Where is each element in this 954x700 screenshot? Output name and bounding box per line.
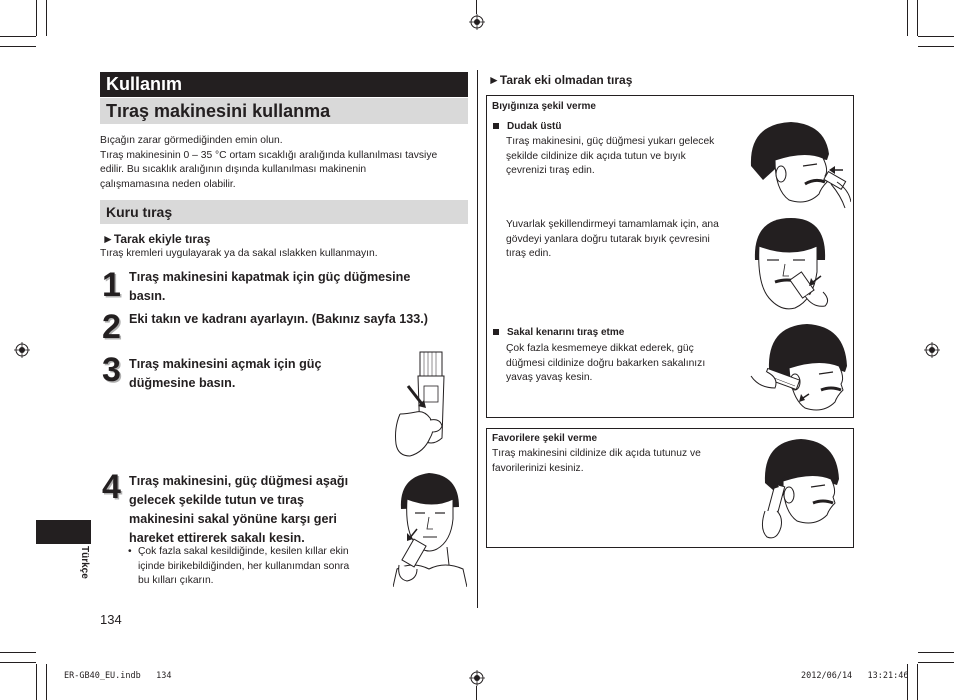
mustache-box-title: Bıyığınıza şekil verme [492,101,596,112]
sideburns-text [492,447,742,476]
step-number: 3 [102,351,121,389]
text-line: yavaş yavaş kesin. [506,372,593,384]
text-line: şekilde cildinize dik açıda tutun ve bıyık [506,150,686,162]
text-line: gövdeyi yanlara doğru tutarak bıyık çevresini [506,233,710,245]
step-text [129,310,428,329]
crop-mark [907,664,908,700]
crop-mark [0,652,36,653]
step-line: Tıraş makinesini kapatmak için güç düğmesine [129,270,411,284]
section-title: Kullanım [100,72,468,97]
beard-edge-trim-illustration [749,322,853,414]
bullet-dot: • [128,546,132,557]
text-line: düğmesi cildinize doğru bakarken sakalınızı [506,357,706,369]
registration-mark-icon [14,342,30,358]
trimmer-hand-illustration [380,348,470,458]
sideburns-trim-illustration [755,437,845,541]
step-line: makinesini sakal yönüne karşı geri [129,512,337,526]
crop-mark [918,36,954,37]
crop-mark [36,664,37,700]
step-text [129,472,348,548]
text-line: Tıraş makinesini cildinize dik açıda tutunuz ve [492,448,701,459]
bullet-line: içinde birikebildiğinden, her kullanımdan sonra [138,560,350,572]
upper-lip-title [493,121,561,132]
intro-line: çalışmamasına neden olabilir. [100,178,236,190]
intro-text [100,134,472,192]
step-line: gelecek şekilde tutun ve tıraş [129,493,304,507]
crop-mark [917,0,918,36]
registration-mark-icon [469,670,485,686]
step-line: düğmesine basın. [129,376,236,390]
upper-lip-title-text: Dudak üstü [507,121,562,132]
step-line: basın. [129,289,166,303]
crop-mark [0,36,36,37]
no-comb-heading: ►Tarak eki olmadan tıraş [488,73,633,87]
crop-mark [0,46,36,47]
crop-mark [46,0,47,36]
intro-line: Tıraş makinesinin 0 – 35 °C ortam sıcaklığı aralığında kullanılması tavsiye [100,149,438,161]
text-line: favorilerinizi kesiniz. [492,462,584,474]
face-trimming-beard-illustration [393,469,467,587]
mustache-rounding-illustration [751,216,831,316]
text-line: tıraş edin. [506,248,552,260]
upper-lip-text [506,135,746,179]
crop-mark [907,0,908,36]
crop-mark [918,662,954,663]
square-bullet-icon [493,329,499,335]
language-tab-label: Türkçe [79,546,90,579]
footer-file: ER-GB40_EU.indb 134 [64,671,172,681]
language-tab-marker [36,520,91,544]
bullet-line: bu kılları çıkarın. [138,575,214,587]
step-number: 1 [102,266,121,304]
text-line: Yuvarlak şekillendirmeyi tamamlamak için, ana [506,219,719,230]
step-number: 2 [102,308,121,346]
footer-datetime: 2012/06/14 13:21:46 [801,671,909,681]
text-line: Çok fazla kesmemeye dikkat ederek, güç [506,343,694,354]
registration-mark-icon [469,14,485,30]
bullet-item [128,545,349,589]
step-line: Tıraş makinesini açmak için güç [129,357,322,371]
step-text [129,355,322,393]
crop-mark [0,662,36,663]
upper-lip-trim-illustration [745,120,851,210]
subsection-title: Tıraş makinesini kullanma [100,98,468,124]
step-text [129,268,410,306]
sideburns-box [486,428,854,548]
language-tab [77,546,91,596]
crop-mark [46,664,47,700]
beard-edge-text [506,342,746,386]
comb-heading: ►Tarak ekiyle tıraş [102,232,211,246]
mustache-box [486,95,854,418]
crop-mark [36,0,37,36]
step-line: Tıraş makinesini, güç düğmesi aşağı [129,474,349,488]
beard-edge-title-text: Sakal kenarını tıraş etme [507,327,625,338]
beard-edge-title [493,327,624,338]
step-line: hareket ettirerek sakalı kesin. [129,531,305,545]
square-bullet-icon [493,123,499,129]
crop-mark [918,652,954,653]
dry-shave-title: Kuru tıraş [100,200,468,224]
column-divider [477,70,478,608]
crop-mark [476,0,477,14]
bullet-line: Çok fazla sakal kesildiğinde, kesilen kıllar ekin [138,546,349,557]
page-number: 134 [100,612,122,627]
comb-note: Tıraş kremleri uygulayarak ya da sakal ıslakken kullanmayın. [100,248,378,259]
step4-bullet [128,545,349,589]
sideburns-box-title: Favorilere şekil verme [492,433,598,444]
step-line: Eki takın ve kadranı ayarlayın. (Bakınız sayfa 133.) [129,312,428,326]
crop-mark [918,46,954,47]
crop-mark [476,686,477,700]
text-line: Tıraş makinesini, güç düğmesi yukarı gelecek [506,136,715,147]
rounding-text [506,218,746,262]
registration-mark-icon [924,342,940,358]
intro-line: edilir. Bu sıcaklık aralığının dışında kullanılması makinenin [100,164,367,176]
text-line: çevrenizi tıraş edin. [506,165,595,177]
step-number: 4 [102,468,121,506]
crop-mark [917,664,918,700]
intro-line: Bıçağın zarar görmediğinden emin olun. [100,135,283,146]
